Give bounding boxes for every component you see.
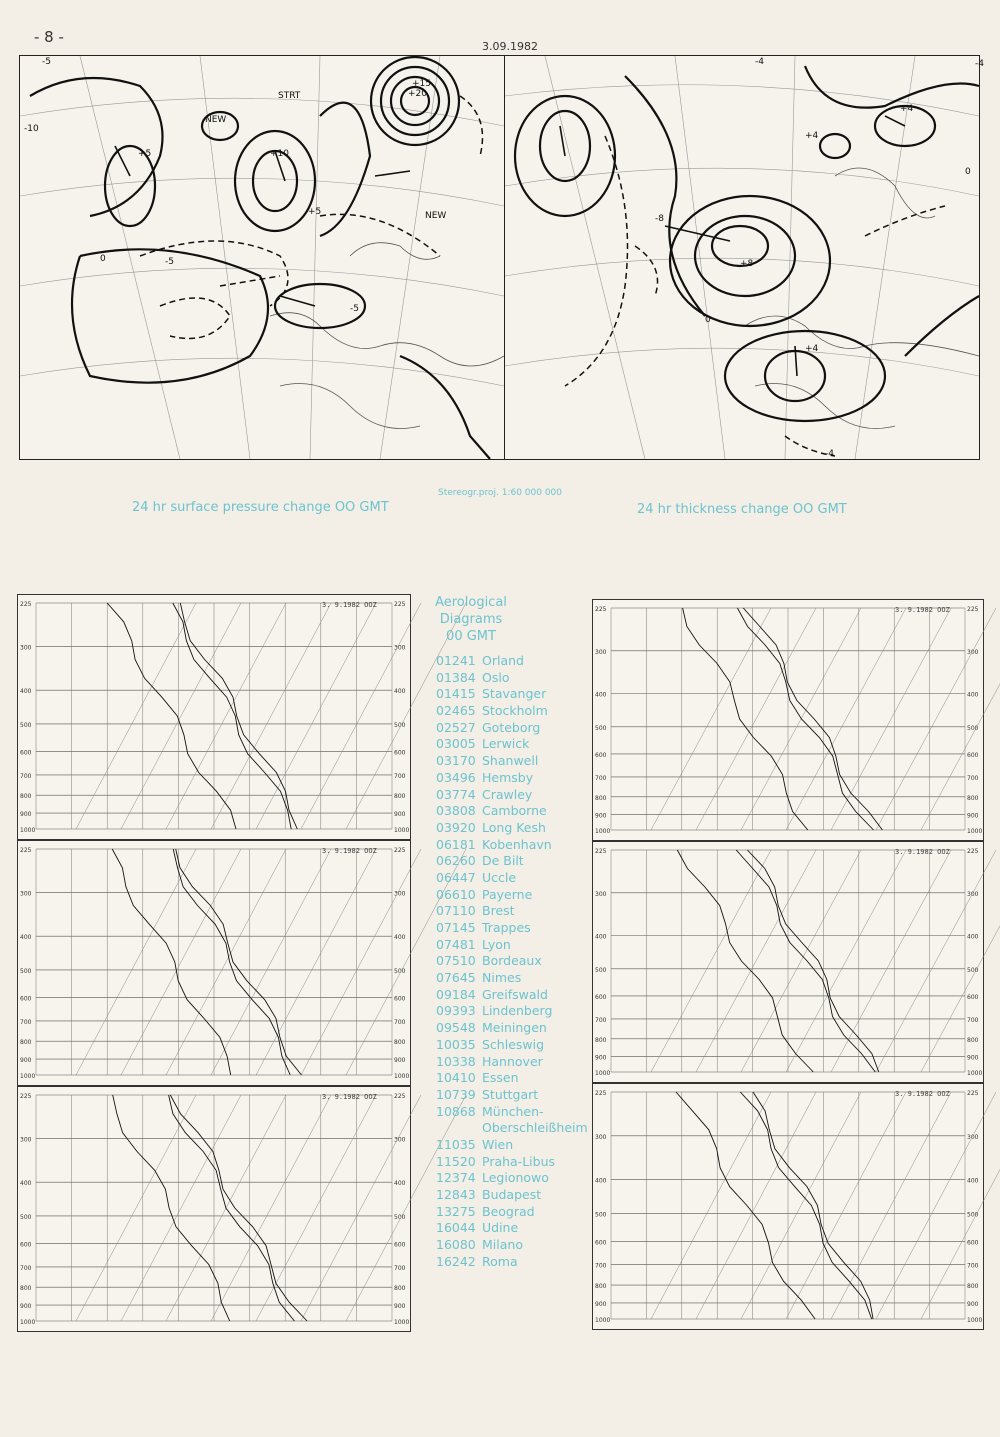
pressure-level-label: 300 [595,648,607,656]
pressure-level-label: 400 [20,1180,32,1188]
pressure-level-label: 800 [595,1036,607,1044]
station-code: 16242 [436,1253,476,1269]
pressure-level-label: 700 [20,1264,32,1272]
pressure-level-label: 600 [595,1239,607,1247]
pressure-level-label: 900 [967,1300,979,1308]
station-code: 10410 [436,1070,476,1086]
page-date: 3.09.1982 [482,40,538,53]
station-name: Orland [482,653,524,668]
pressure-level-label: 700 [595,1016,607,1024]
diagram-date-tag: 3. 9.1982 OOZ [322,1093,377,1101]
aerological-diagram-left-1 [17,594,411,840]
pressure-level-label: 600 [595,993,607,1001]
pressure-level-label: 700 [394,1264,406,1272]
station-row [436,1204,588,1221]
station-code: 03808 [436,803,476,819]
station-row [436,1154,588,1171]
station-row [436,703,588,720]
pressure-level-label: 900 [595,1300,607,1308]
pressure-level-label: 1000 [967,1317,983,1324]
map-label: -10 [24,124,39,134]
station-row [436,870,588,887]
pressure-level-label: 800 [394,1039,406,1047]
pressure-level-label: 300 [967,1133,979,1141]
pressure-level-label: 800 [595,1283,607,1291]
pressure-level-label: 1000 [595,828,611,835]
map-label: -5 [165,257,174,267]
pressure-level-label: 600 [20,749,32,757]
diagram-date-tag: 3. 9.1982 OOZ [322,847,377,855]
station-row [436,1237,588,1254]
station-row [436,736,588,753]
station-row [436,770,588,787]
station-name: Hannover [482,1053,543,1069]
station-row [436,1137,588,1154]
station-code: 09393 [436,1003,476,1019]
pressure-level-label: 300 [595,890,607,898]
station-name: Oberschleißheim [482,1120,588,1136]
station-name: Oslo [482,669,510,685]
station-row [436,653,588,670]
station-code: 13275 [436,1203,476,1219]
pressure-level-label: 400 [394,1180,406,1188]
station-code: 10739 [436,1086,476,1102]
station-name: Beograd [482,1203,535,1219]
pressure-level-label: 500 [967,966,979,974]
station-row [436,853,588,870]
pressure-level-label: 1000 [20,1319,36,1326]
map-label: -4 [975,59,984,69]
aerological-title-line: Aerological [435,595,507,610]
pressure-level-label: 600 [967,751,979,759]
pressure-level-label: 225 [967,1090,979,1097]
station-code: 06260 [436,853,476,869]
map-label: +4 [805,344,819,354]
map-label: +10 [270,149,289,159]
diagram-date-tag: 3. 9.1982 OOZ [895,606,950,614]
station-row [436,753,588,770]
station-row [436,1054,588,1071]
station-row [436,937,588,954]
station-name: Bordeaux [482,953,542,969]
aerological-diagram-right-3 [592,1083,984,1330]
pressure-level-label: 225 [20,847,32,854]
pressure-level-label: 900 [595,812,607,820]
pressure-level-label: 900 [595,1054,607,1062]
station-row [436,1170,588,1187]
pressure-level-label: 700 [595,1262,607,1270]
station-name: Praha-Libus [482,1153,556,1169]
map-label: +4 [805,131,819,141]
pressure-level-label: 500 [394,721,406,729]
pressure-level-label: 700 [967,774,979,782]
station-name: Long Kesh [482,819,546,835]
station-name: Stuttgart [482,1086,539,1102]
aerological-title-line: Diagrams [439,612,503,627]
pressure-level-label: 400 [967,691,979,699]
pressure-level-label: 600 [967,1239,979,1247]
pressure-level-label: 500 [967,1211,979,1219]
station-code: 07110 [436,903,476,919]
map-label: -4 [755,57,764,67]
station-name: Udine [482,1220,519,1236]
pressure-level-label: 900 [967,1054,979,1062]
pressure-level-label: 900 [394,1303,406,1311]
pressure-level-label: 500 [20,1213,32,1221]
pressure-level-label: 300 [394,1136,406,1144]
pressure-level-label: 600 [394,995,406,1003]
map-label: +4 [900,104,914,114]
station-row [436,1120,588,1137]
pressure-level-label: 1000 [967,1070,983,1077]
pressure-level-label: 225 [20,601,32,608]
station-name: Stavanger [482,686,547,702]
pressure-level-label: 300 [595,1133,607,1141]
station-row [436,686,588,703]
pressure-level-label: 700 [20,1018,32,1026]
pressure-level-label: 900 [967,812,979,820]
pressure-level-label: 225 [595,1090,607,1097]
aerological-diagram-left-2 [17,840,411,1086]
station-code: 11520 [436,1153,476,1169]
pressure-level-label: 600 [595,751,607,759]
thickness-caption: 24 hr thickness change OO GMT [637,502,847,517]
pressure-level-label: 900 [20,1303,32,1311]
map-label: -4 [825,449,834,459]
station-code: 16080 [436,1237,476,1253]
pressure-level-label: 500 [967,724,979,732]
station-name: Brest [482,903,515,919]
pressure-level-label: 225 [20,1093,32,1100]
station-name: Greifswald [482,986,548,1002]
station-name: Schleswig [482,1036,545,1052]
pressure-level-label: 225 [394,601,406,608]
pressure-level-label: 700 [967,1262,979,1270]
pressure-level-label: 400 [595,1177,607,1185]
station-row [436,1187,588,1204]
pressure-level-label: 700 [394,1018,406,1026]
aerological-diagram-right-1 [592,599,984,841]
station-row [436,1070,588,1087]
pressure-level-label: 400 [394,934,406,942]
station-name: München- [482,1103,544,1119]
station-name: Payerne [482,886,533,902]
station-code: 07510 [436,953,476,969]
pressure-level-label: 1000 [595,1317,611,1324]
map-label: -5 [350,304,359,314]
map-label: +5 [138,149,152,159]
station-code: 10035 [436,1036,476,1052]
station-row [436,903,588,920]
pressure-level-label: 400 [20,688,32,696]
station-code: 10338 [436,1053,476,1069]
station-code: 16044 [436,1220,476,1236]
station-name: Lyon [482,936,511,952]
pressure-level-label: 800 [394,793,406,801]
pressure-level-label: 600 [967,993,979,1001]
station-code: 09184 [436,986,476,1002]
pressure-level-label: 300 [20,890,32,898]
pressure-level-label: 500 [20,721,32,729]
pressure-level-label: 300 [967,648,979,656]
pressure-level-label: 225 [595,848,607,855]
station-name: Goteborg [482,719,541,735]
map-label: 0 [100,254,106,264]
pressure-level-label: 1000 [394,827,410,834]
pressure-level-label: 700 [20,772,32,780]
map-label: +20 [408,89,427,99]
pressure-level-label: 900 [20,811,32,819]
pressure-level-label: 1000 [394,1073,410,1080]
station-name: Lindenberg [482,1003,553,1019]
station-code: 06181 [436,836,476,852]
station-code: 12843 [436,1187,476,1202]
pressure-level-label: 600 [394,1241,406,1249]
station-row [436,720,588,737]
pressure-level-label: 800 [20,793,32,801]
station-code: 03170 [436,753,476,769]
station-row [436,803,588,820]
station-name: Essen [482,1070,519,1086]
station-code: 03774 [436,786,476,802]
station-row [436,1037,588,1054]
station-code: 06610 [436,886,476,902]
surface-pressure-caption: 24 hr surface pressure change OO GMT [132,500,389,515]
station-name: Kobenhavn [482,836,552,852]
pressure-level-label: 1000 [595,1070,611,1077]
surface-pressure-change-map [19,55,505,460]
pressure-level-label: 1000 [394,1319,410,1326]
pressure-level-label: 400 [967,1177,979,1185]
station-code: 02527 [436,719,476,735]
pressure-level-label: 225 [394,847,406,854]
map-label: -5 [42,57,51,67]
pressure-level-label: 700 [394,772,406,780]
diagram-date-tag: 3. 9.1982 OOZ [895,848,950,856]
pressure-level-label: 500 [595,1211,607,1219]
station-code: 07645 [436,970,476,986]
map-label: NEW [205,115,227,125]
station-name: Milano [482,1237,523,1253]
station-name: Camborne [482,803,547,819]
pressure-level-label: 900 [394,811,406,819]
diagram-date-tag: 3. 9.1982 OOZ [895,1090,950,1098]
map-label: STRT [278,91,301,101]
station-name: Wien [482,1136,514,1152]
station-code: 03496 [436,769,476,785]
page-number: - 8 - [34,28,64,46]
station-code: 07145 [436,920,476,935]
pressure-level-label: 300 [20,644,32,652]
station-code: 01384 [436,669,476,685]
pressure-level-label: 900 [20,1057,32,1065]
station-row [436,820,588,837]
pressure-level-label: 800 [20,1285,32,1293]
pressure-level-label: 600 [20,995,32,1003]
map-label: 0 [705,315,711,325]
station-row [436,887,588,904]
station-name: Meiningen [482,1020,547,1036]
pressure-level-label: 300 [394,644,406,652]
pressure-level-label: 400 [595,933,607,941]
pressure-level-label: 600 [20,1241,32,1249]
station-code: 06447 [436,869,476,885]
pressure-level-label: 800 [20,1039,32,1047]
station-name: Crawley [482,786,533,802]
station-row [436,787,588,804]
pressure-level-label: 400 [20,934,32,942]
station-row [436,1104,588,1121]
station-name: Shanwell [482,753,539,769]
station-code: 01415 [436,686,476,702]
map-label: +5 [308,207,322,217]
pressure-level-label: 700 [967,1016,979,1024]
station-row [436,1220,588,1237]
map-label: +8 [740,259,754,269]
station-code: 12374 [436,1170,476,1186]
station-name: Roma [482,1253,518,1269]
station-row [436,920,588,937]
pressure-level-label: 400 [394,688,406,696]
station-row [436,1003,588,1020]
pressure-level-label: 400 [595,691,607,699]
pressure-level-label: 225 [967,606,979,613]
pressure-level-label: 1000 [20,1073,36,1080]
pressure-level-label: 225 [967,848,979,855]
aerological-title-line: 00 GMT [446,629,496,644]
projection-note: Stereogr.proj. 1:60 000 000 [438,488,563,498]
station-name: Stockholm [482,703,548,719]
station-name: De Bilt [482,853,524,869]
pressure-level-label: 300 [394,890,406,898]
pressure-level-label: 800 [394,1285,406,1293]
station-name: Uccle [482,869,517,885]
station-row [436,1020,588,1037]
station-code: 01241 [436,653,476,668]
station-code: 03005 [436,736,476,752]
station-code: 07481 [436,936,476,952]
pressure-level-label: 225 [394,1093,406,1100]
map-label: -8 [655,214,664,224]
aerological-diagram-left-3 [17,1086,411,1332]
station-row [436,953,588,970]
pressure-level-label: 500 [394,967,406,975]
station-row [436,670,588,687]
pressure-level-label: 800 [967,794,979,802]
pressure-level-label: 800 [967,1036,979,1044]
diagram-date-tag: 3. 9.1982 OOZ [322,601,377,609]
map-label: 0 [965,167,971,177]
station-name: Trappes [482,920,531,935]
station-name: Nimes [482,970,522,986]
station-list [436,653,588,1270]
aerological-title [435,594,507,645]
station-name: Legionowo [482,1170,549,1186]
pressure-level-label: 600 [394,749,406,757]
station-code: 11035 [436,1136,476,1152]
pressure-level-label: 800 [967,1283,979,1291]
station-name: Hemsby [482,769,534,785]
pressure-level-label: 400 [967,933,979,941]
pressure-level-label: 1000 [967,828,983,835]
station-row [436,1087,588,1104]
station-row [436,970,588,987]
station-row [436,837,588,854]
station-code: 03920 [436,819,476,835]
pressure-level-label: 300 [20,1136,32,1144]
pressure-level-label: 500 [20,967,32,975]
pressure-level-label: 225 [595,606,607,613]
pressure-level-label: 800 [595,794,607,802]
station-name: Budapest [482,1187,542,1202]
pressure-level-label: 500 [394,1213,406,1221]
station-row [436,1254,588,1271]
station-row [436,987,588,1004]
station-code: 10868 [436,1103,476,1119]
pressure-level-label: 500 [595,724,607,732]
thickness-change-map [504,55,984,460]
station-name: Lerwick [482,736,530,752]
map-label: NEW [425,211,447,221]
station-code: 02465 [436,703,476,719]
pressure-level-label: 900 [394,1057,406,1065]
station-code: 09548 [436,1020,476,1036]
map-label: +15 [412,79,431,89]
aerological-diagram-right-2 [592,841,984,1083]
pressure-level-label: 300 [967,890,979,898]
pressure-level-label: 500 [595,966,607,974]
pressure-level-label: 1000 [20,827,36,834]
pressure-level-label: 700 [595,774,607,782]
